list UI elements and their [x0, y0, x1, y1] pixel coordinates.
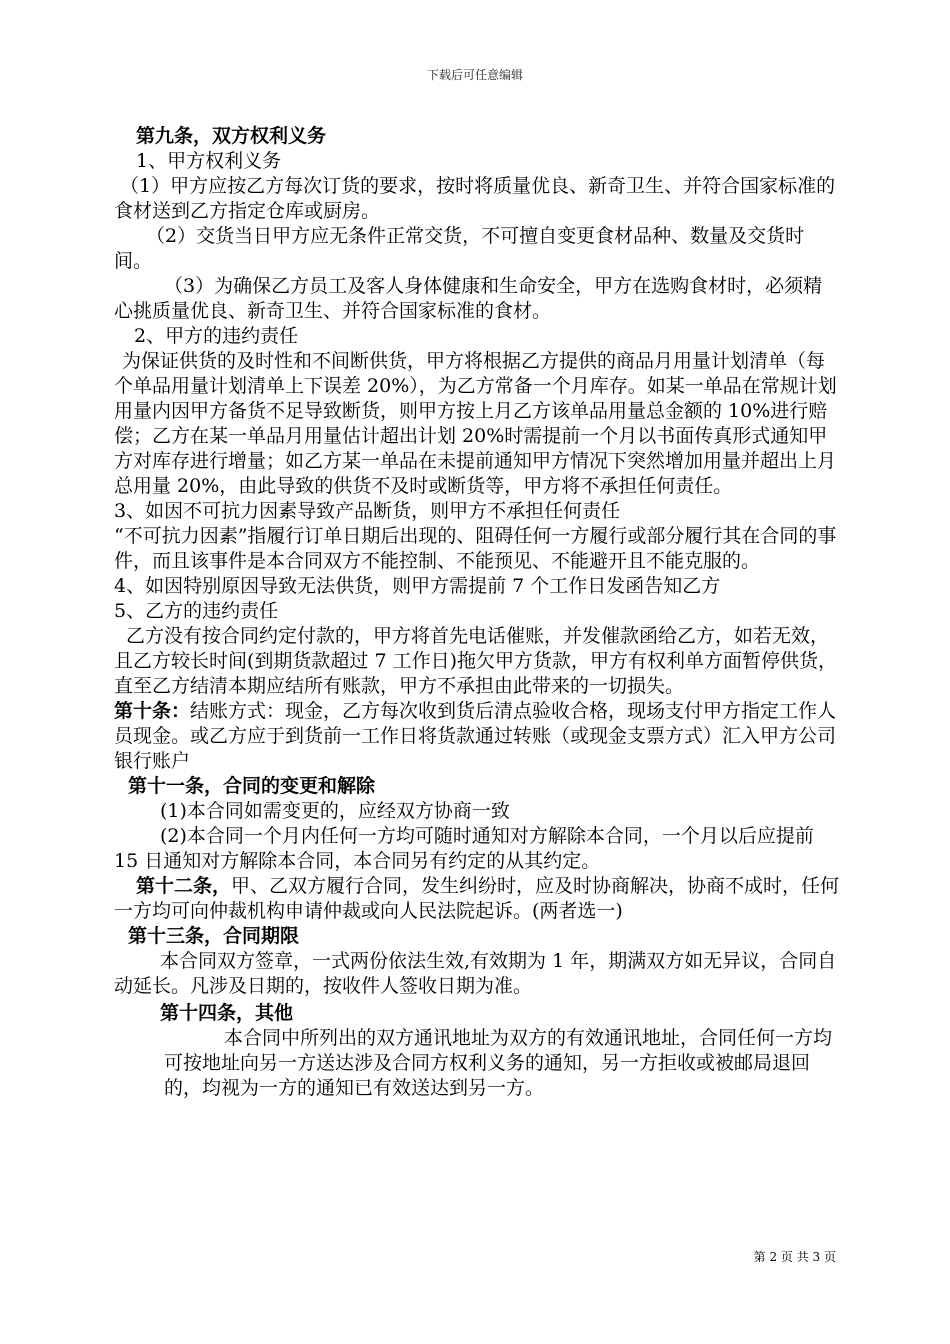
article-9-item-2-body: 为保证供货的及时性和不间断供货，甲方将根据乙方提供的商品月用量计划清单（每个单品用量计划清单上下误差 20%），为乙方常备一个月库存。如某一单品在常规计划用量内因甲方备货不足导致断货，则甲方按上月乙方该单品用量总金额的 10%进行赔偿；乙方在某一单品月用量估计超出计划 20%时需提前一个月以书面传真形式通知甲方对库存进行增量；如乙方某一单品在未提前通知甲方情况下突然增加用量并超出上月总用量 20%，由此导致的供货不及时或断货等，甲方将不承担任何责任。 [114, 350, 837, 497]
article-9-item-4: 4、如因特别原因导致无法供货，则甲方需提前 7 个工作日发函告知乙方 [114, 575, 721, 597]
article-14-title: 第十四条，其他 [160, 1002, 294, 1024]
article-9-item-3-body: “不可抗力因素”指履行订单日期后出现的、阻碍任何一方履行或部分履行其在合同的事件，而且该事件是本合同双方不能控制、不能预见、不能避开且不能克服的。 [114, 525, 837, 572]
article-14-body: 本合同中所列出的双方通讯地址为双方的有效通讯地址，合同任何一方均可按地址向另一方送达涉及合同方权利义务的通知，另一方拒收或被邮局退回的，均视为一方的通知已有效送达到另一方。 [164, 1027, 833, 1099]
article-9-item-1-1: （1）甲方应按乙方每次订货的要求，按时将质量优良、新奇卫生、并符合国家标准的食材送到乙方指定仓库或厨房。 [114, 175, 836, 222]
article-11-item-1: (1)本合同如需变更的，应经双方协商一致 [160, 800, 510, 822]
article-9-item-1-3: （3）为确保乙方员工及客人身体健康和生命安全，甲方在选购食材时，必须精心挑质量优良、新奇卫生、并符合国家标准的食材。 [114, 275, 823, 322]
article-10 [114, 699, 840, 774]
article-10-title: 第十条： [114, 700, 191, 722]
article-9-title: 第九条，双方权利义务 [136, 125, 327, 147]
article-12-title: 第十二条， [136, 875, 232, 897]
contract-body [114, 122, 840, 1101]
article-13-title: 第十三条，合同期限 [128, 925, 300, 947]
article-12 [114, 874, 840, 924]
article-9-item-5-body: 乙方没有按合同约定付款的，甲方将首先电话催账，并发催款函给乙方，如若无效，且乙方较长时间(到期货款超过 7 工作日)拖欠甲方货款，甲方有权利单方面暂停供货，直至乙方结清本期应结所有账款，甲方不承担由此带来的一切损失。 [114, 625, 837, 697]
article-10-body: 结账方式：现金，乙方每次收到货后清点验收合格，现场支付甲方指定工作人员现金。或乙方应于到货前一工作日将货款通过转账（或现金支票方式）汇入甲方公司银行账户 [114, 700, 837, 772]
article-11-title: 第十一条，合同的变更和解除 [128, 775, 376, 797]
article-11-item-2: (2)本合同一个月内任何一方均可随时通知对方解除本合同，一个月以后应提前 15 日通知对方解除本合同，本合同另有约定的从其约定。 [114, 825, 814, 872]
article-9-item-2: 2、甲方的违约责任 [134, 325, 299, 347]
article-9-item-3: 3、如因不可抗力因素导致产品断货，则甲方不承担任何责任 [114, 500, 621, 522]
article-9-item-1-2: （2）交货当日甲方应无条件正常交货，不可擅自变更食材品种、数量及交货时间。 [114, 225, 805, 272]
article-9-item-1: 1、甲方权利义务 [136, 150, 282, 172]
article-13-body: 本合同双方签章，一式两份依法生效,有效期为 1 年，期满双方如无异议，合同自动延长。凡涉及日期的，按收件人签收日期为准。 [114, 950, 837, 997]
article-9-item-5: 5、乙方的违约责任 [114, 600, 279, 622]
article-12-body: 甲、乙双方履行合同，发生纠纷时，应及时协商解决，协商不成时，任何一方均可向仲裁机构申请仲裁或向人民法院起诉。(两者选一) [114, 875, 840, 922]
page-number: 第 2 页 共 3 页 [753, 1250, 836, 1264]
page-header: 下载后可任意编辑 [426, 68, 523, 82]
